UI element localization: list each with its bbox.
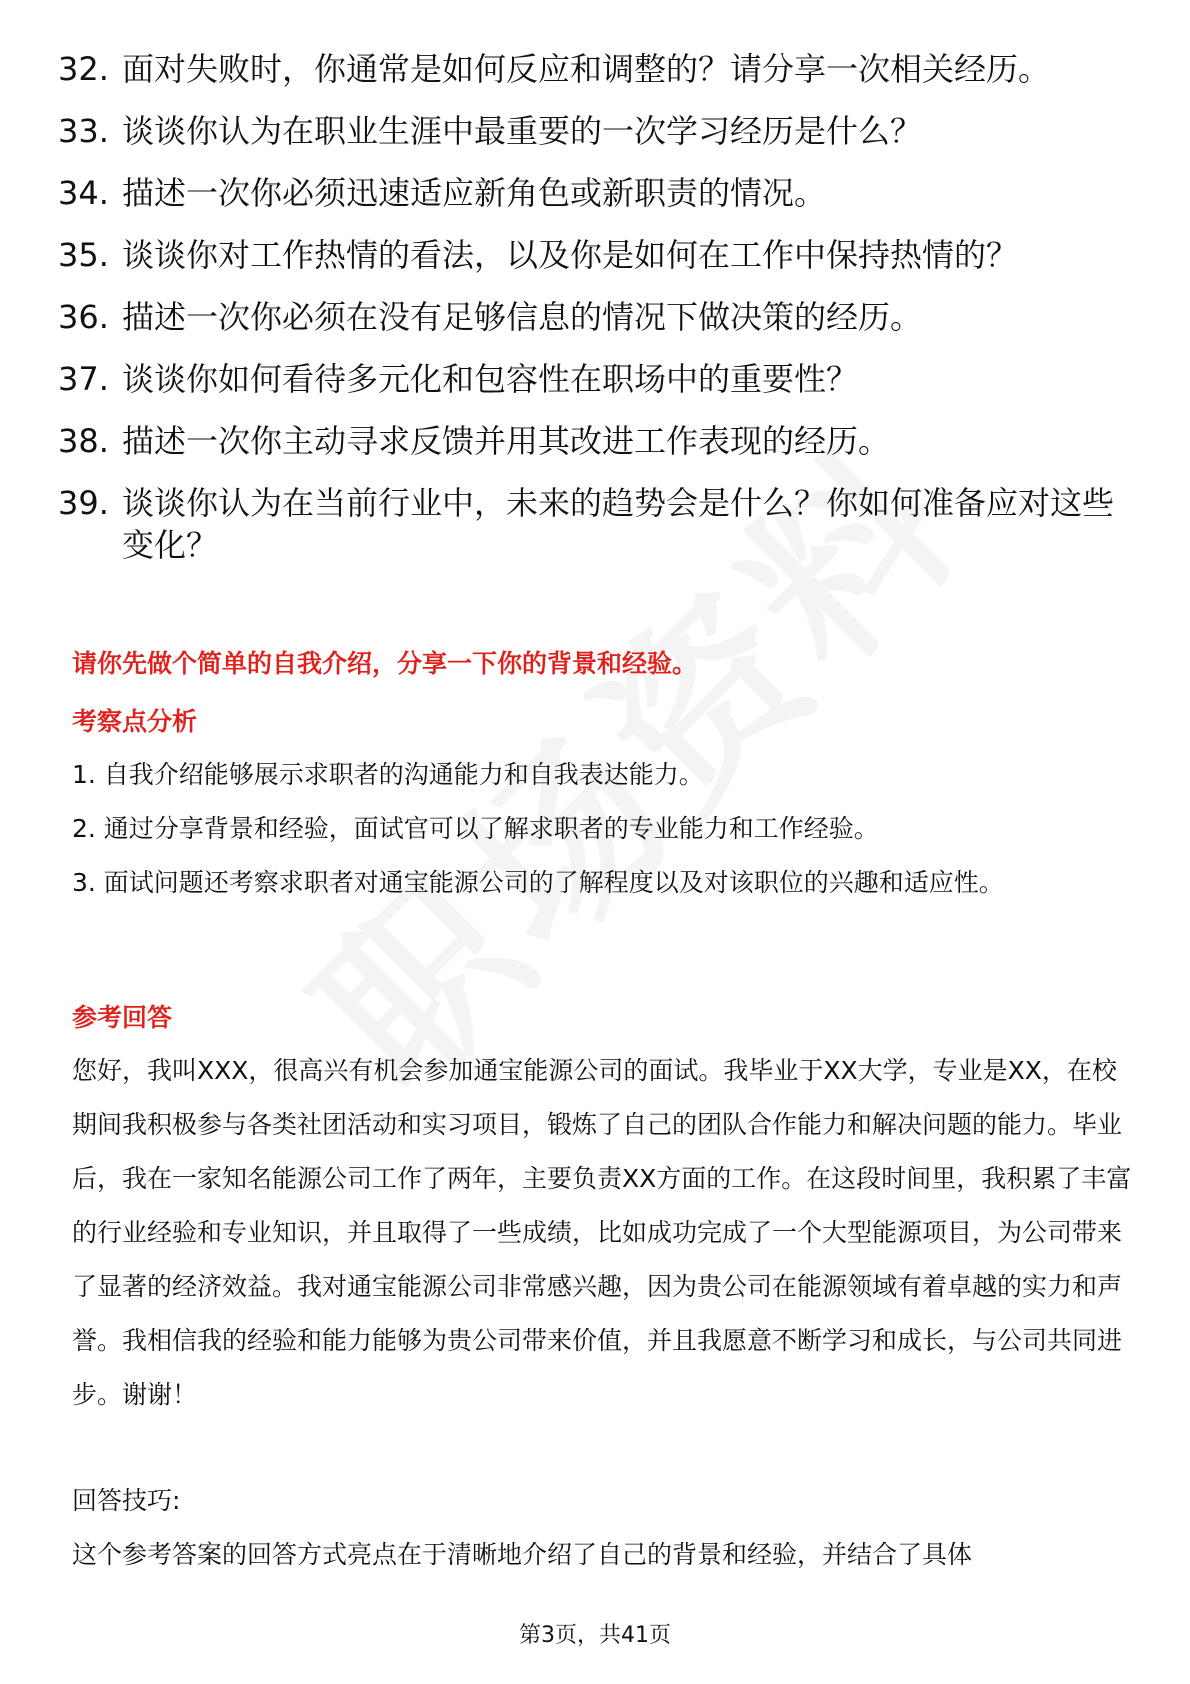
question-number: 32. [58,50,109,88]
question-number: 38. [58,422,109,460]
question-number: 36. [58,298,109,336]
question-item [58,234,1128,276]
question-item [58,482,1128,566]
question-list [58,48,1128,586]
question-item [58,172,1128,214]
question-text: 谈谈你如何看待多元化和包容性在职场中的重要性？ [122,360,859,398]
question-number: 39. [58,484,109,522]
analysis-point: 2. 通过分享背景和经验，面试官可以了解求职者的专业能力和工作经验。 [72,814,879,843]
analysis-point: 1. 自我介绍能够展示求职者的沟通能力和自我表达能力。 [72,760,704,789]
analysis-heading: 考察点分析 [72,707,198,736]
question-item [58,48,1128,90]
question-text: 描述一次你必须在没有足够信息的情况下做决策的经历。 [122,298,923,336]
reference-heading: 参考回答 [72,1003,173,1032]
question-item [58,420,1128,462]
question-item [58,296,1128,338]
question-text: 面对失败时，你通常是如何反应和调整的？请分享一次相关经历。 [122,50,1051,88]
tips-heading: 回答技巧: [72,1486,181,1515]
analysis-points [72,748,1132,910]
question-item [58,110,1128,152]
question-number: 33. [58,112,109,150]
question-text: 谈谈你认为在职业生涯中最重要的一次学习经历是什么？ [122,112,923,150]
question-text: 描述一次你必须迅速适应新角色或新职责的情况。 [122,174,827,212]
question-text: 谈谈你认为在当前行业中，未来的趋势会是什么？你如何准备应对这些变化？ [122,484,1115,564]
analysis-point: 3. 面试问题还考察求职者对通宝能源公司的了解程度以及对该职位的兴趣和适应性。 [72,868,1004,897]
featured-question: 请你先做个简单的自我介绍，分享一下你的背景和经验。 [72,649,698,678]
question-text: 描述一次你主动寻求反馈并用其改进工作表现的经历。 [122,422,891,460]
tips-text: 这个参考答案的回答方式亮点在于清晰地介绍了自己的背景和经验，并结合了具体 [72,1540,973,1569]
page-number: 第3页，共41页 [519,1623,671,1648]
question-number: 35. [58,236,109,274]
question-item [58,358,1128,400]
question-text: 谈谈你对工作热情的看法，以及你是如何在工作中保持热情的？ [122,236,1019,274]
question-number: 34. [58,174,109,212]
question-number: 37. [58,360,109,398]
reference-answer: 您好，我叫XXX，很高兴有机会参加通宝能源公司的面试。我毕业于XX大学，专业是XX，在校期间我积极参与各类社团活动和实习项目，锻炼了自己的团队合作能力和解决问题的能力。毕业后，我在一家知名能源公司工作了两年，主要负责XX方面的工作。在这段时间里，我积累了丰富的行业经验和专业知识，并且取得了一些成绩，比如成功完成了一个大型能源项目，为公司带来了显著的经济效益。我对通宝能源公司非常感兴趣，因为贵公司在能源领域有着卓越的实力和声誉。我相信我的经验和能力能够为贵公司带来价值，并且我愿意不断学习和成长，与公司共同进步。谢谢！ [72,1056,1132,1409]
